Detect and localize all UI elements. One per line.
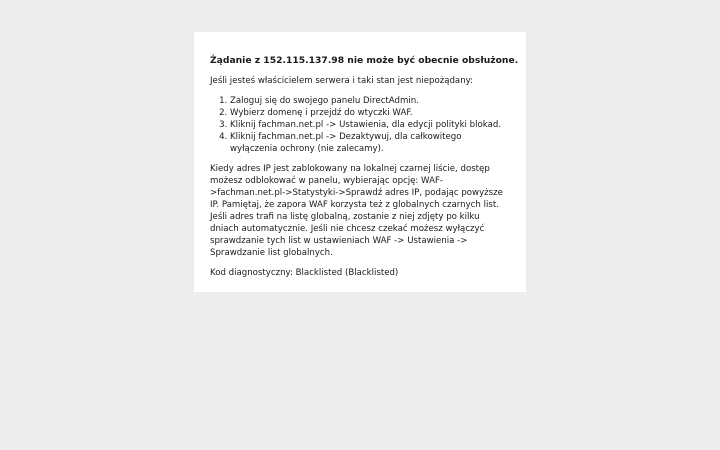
blacklist-explanation-text: Kiedy adres IP jest zablokowany na lokalnej czarnej liście, dostęp możesz odblokować w panelu, wybierając opcję: WAF->fachman.net.pl->Statystyki->Sprawdź adres IP, podając powyższe IP. Pamiętaj, że zapora WAF korzysta też z globalnych czarnych list. Jeśli adres trafi na listę globalną, zostanie z niej zdjęty po kilku dniach automatycznie. Jeśli nie chcesz czekać możesz wyłączyć sprawdzanie tych list w ustawieniach WAF -> Ustawienia -> Sprawdzanie list globalnych. <box>210 164 503 258</box>
owner-intro-text: Jeśli jesteś właścicielem serwera i taki stan jest niepożądany: <box>210 76 474 86</box>
step-item-select-domain: 2. Wybierz domenę i przejdź do wtyczki WAF. <box>230 107 510 119</box>
step-item-settings: 3. Kliknij fachman.net.pl -> Ustawienia, dla edycji polityki blokad. <box>230 119 510 131</box>
error-title: Żądanie z 152.115.137.98 nie może być obecnie obsłużone. <box>210 55 519 66</box>
error-message-card <box>194 32 526 292</box>
diagnostic-code-text: Kod diagnostyczny: Blacklisted (Blacklisted) <box>210 268 399 278</box>
step-item-deactivate: 4. Kliknij fachman.net.pl -> Dezaktywuj, dla całkowitego wyłączenia ochrony (nie zalecamy). <box>230 131 510 155</box>
steps-list <box>210 95 510 155</box>
step-item-login: 1. Zaloguj się do swojego panelu DirectAdmin. <box>230 95 510 107</box>
